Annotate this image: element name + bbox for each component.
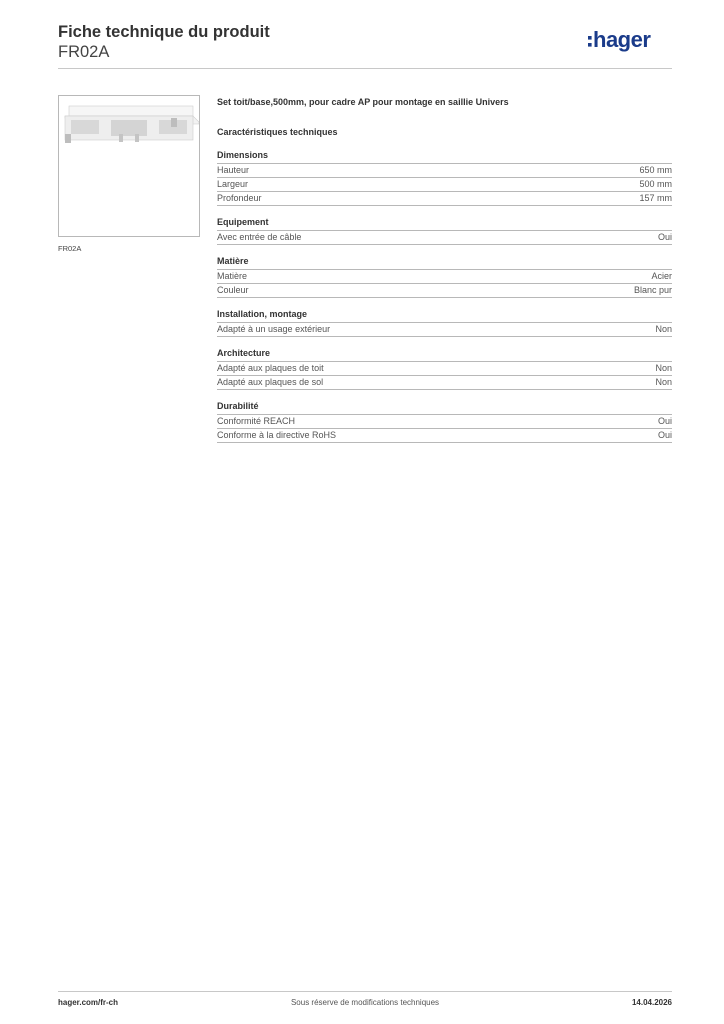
spec-row xyxy=(217,164,672,178)
spec-value: Oui xyxy=(657,232,672,242)
spec-row xyxy=(217,376,672,390)
product-illustration xyxy=(59,96,199,236)
spec-section xyxy=(217,347,672,390)
spec-section xyxy=(217,216,672,245)
spec-section xyxy=(217,308,672,337)
spec-row xyxy=(217,178,672,192)
spec-value: Oui xyxy=(657,430,672,440)
spec-value: Non xyxy=(655,363,672,373)
spec-label: Avec entrée de câble xyxy=(217,232,302,242)
logo-text: hager xyxy=(593,27,651,52)
spec-row xyxy=(217,192,672,206)
spec-row xyxy=(217,231,672,245)
product-image xyxy=(58,95,200,237)
spec-row xyxy=(217,429,672,443)
spec-label: Matière xyxy=(217,271,248,281)
page-title: Fiche technique du produit xyxy=(58,23,270,41)
spec-row xyxy=(217,270,672,284)
spec-value: Acier xyxy=(651,271,672,281)
spec-label: Couleur xyxy=(217,285,249,295)
spec-label: Profondeur xyxy=(217,193,262,203)
footer-website-link[interactable]: hager.com/fr-ch xyxy=(58,998,119,1007)
spec-value: 650 mm xyxy=(639,165,672,175)
spec-label: Hauteur xyxy=(217,165,250,175)
spec-label: Conformité REACH xyxy=(217,416,296,426)
spec-value: 500 mm xyxy=(639,179,672,189)
spec-value: Non xyxy=(655,324,672,334)
section-title: Equipement xyxy=(217,216,672,231)
section-title: Installation, montage xyxy=(217,308,672,323)
spec-section xyxy=(217,149,672,206)
header-divider xyxy=(58,68,672,69)
spec-sections xyxy=(217,149,672,443)
section-title: Durabilité xyxy=(217,400,672,415)
image-caption: FR02A xyxy=(58,244,82,253)
spec-label: Adapté aux plaques de sol xyxy=(217,377,324,387)
footer-date: 14.04.2026 xyxy=(631,998,672,1007)
spec-section xyxy=(217,255,672,298)
spec-value: Blanc pur xyxy=(633,285,672,295)
spec-label: Largeur xyxy=(217,179,249,189)
spec-value: 157 mm xyxy=(639,193,672,203)
spec-label: Adapté à un usage extérieur xyxy=(217,324,331,334)
spec-value: Oui xyxy=(657,416,672,426)
page-header xyxy=(58,22,672,68)
spec-content xyxy=(217,95,672,443)
spec-row xyxy=(217,323,672,337)
spec-label: Adapté aux plaques de toit xyxy=(217,363,324,373)
footer-disclaimer: Sous réserve de modifications techniques xyxy=(290,998,440,1007)
spec-row xyxy=(217,284,672,298)
section-title: Dimensions xyxy=(217,149,672,164)
footer-divider xyxy=(58,991,672,992)
hager-logo xyxy=(588,27,672,53)
section-title: Architecture xyxy=(217,347,672,362)
product-description: Set toit/base,500mm, pour cadre AP pour montage en saillie Univers xyxy=(217,97,509,107)
spec-label: Conforme à la directive RoHS xyxy=(217,430,337,440)
spec-value: Non xyxy=(655,377,672,387)
product-code: FR02A xyxy=(58,43,110,61)
spec-row xyxy=(217,362,672,376)
spec-section xyxy=(217,400,672,443)
spec-heading: Caractéristiques techniques xyxy=(217,127,338,137)
section-title: Matière xyxy=(217,255,672,270)
spec-row xyxy=(217,415,672,429)
